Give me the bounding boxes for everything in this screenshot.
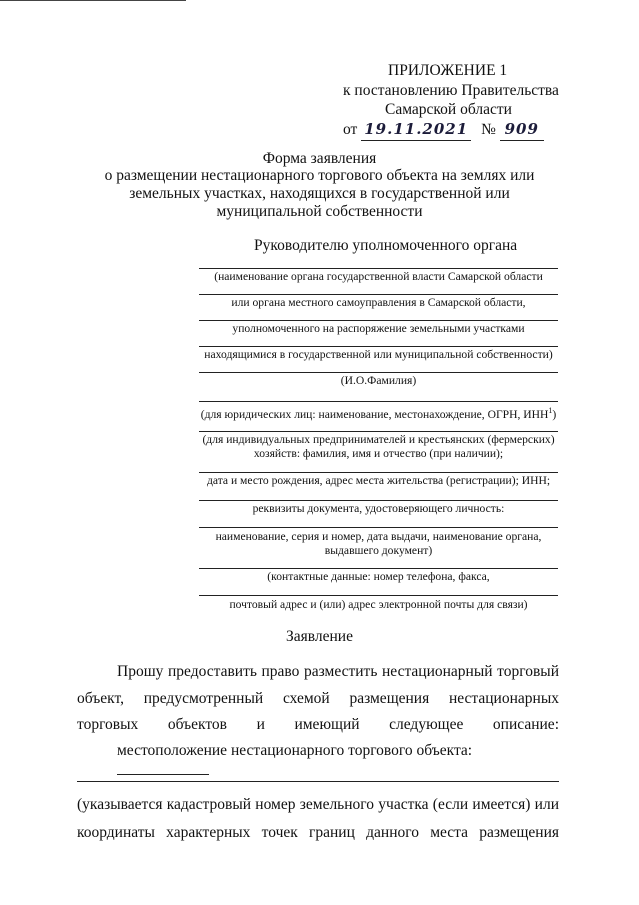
fill-line-birth [199, 472, 558, 473]
fill-line-entrepreneur [199, 431, 558, 432]
caption-authority-2: или органа местного самоуправления в Самарской области, [231, 296, 526, 309]
caption-document-details-1: наименование, серия и номер, дата выдачи, наименование органа, [215, 530, 542, 543]
caption-entrepreneur-2: хозяйств: фамилия, имя и отчество (при наличии); [253, 447, 504, 460]
application-heading: Заявление [286, 628, 353, 645]
date-prefix: от [343, 121, 358, 138]
top-edge-rule [0, 0, 186, 1]
caption-authority-3: уполномоченного на распоряжение земельными участками [232, 322, 525, 335]
location-fill-line [117, 774, 209, 775]
fill-line-email [199, 595, 558, 596]
caption-authority-1: (наименование органа государственной власти Самарской области [214, 270, 543, 283]
body-line-6: координаты характерных точек границ данного места размещения [77, 824, 559, 841]
fill-line-authority-3 [199, 320, 558, 321]
caption-document-details-2: выдавшего документ) [324, 544, 433, 557]
fill-line-authority-4 [199, 346, 558, 347]
caption-authority-4: находящимися в государственной или муниципальной собственности) [204, 348, 553, 361]
body-line-4 [117, 741, 559, 781]
handwritten-date: 19.11.2021 [361, 119, 471, 141]
handwritten-number: 909 [500, 119, 544, 141]
fill-line-name [199, 372, 558, 373]
form-subtitle-line-1: о размещении нестационарного торгового объекта на землях или [104, 167, 535, 184]
caption-contacts-2: почтовый адрес и (или) адрес электронной почты для связи) [229, 598, 528, 611]
footnote-mark: 1 [548, 406, 553, 415]
fill-line-document-details [199, 527, 558, 528]
body-line-2: объект, предусмотренный схемой размещения нестационарных [77, 690, 559, 707]
fill-line-authority-2 [199, 294, 558, 295]
caption-entrepreneur-1: (для индивидуальных предпринимателей и крестьянских (фермерских) [202, 433, 555, 446]
form-subtitle-line-3: муниципальной собственности [216, 203, 423, 220]
body-line-1: Прошу предоставить право разместить нестационарный торговый [117, 663, 559, 680]
caption-document: реквизиты документа, удостоверяющего личность: [252, 502, 505, 515]
location-label: местоположение нестационарного торгового объекта: [117, 742, 473, 759]
form-title: Форма заявления [262, 150, 377, 167]
appendix-label: ПРИЛОЖЕНИЕ 1 [388, 62, 508, 79]
caption-contacts-1: (контактные данные: номер телефона, факса, [267, 570, 490, 583]
fill-line-contacts [199, 568, 558, 569]
location-fill-line-2 [77, 781, 559, 782]
body-line-5: (указывается кадастровый номер земельного участка (если имеется) или [77, 796, 559, 813]
body-line-3: торговых объектов и имеющий следующее описание: [77, 716, 559, 733]
form-subtitle-line-2: земельных участках, находящихся в государственной или [129, 185, 510, 202]
addressee: Руководителю уполномоченного органа [254, 237, 518, 254]
number-sign: № [481, 121, 496, 138]
fill-line-authority [199, 268, 558, 269]
fill-line-legal-entity [199, 401, 558, 402]
caption-name: (И.О.Фамилия) [340, 374, 417, 387]
caption-legal-entity: (для юридических лиц: наименование, местонахождение, ОГРН, ИНН$^1$) [200, 406, 557, 421]
fill-line-document [199, 500, 558, 501]
region-name: Самарской области [385, 101, 512, 118]
decree-date-line [343, 119, 544, 141]
decree-reference: к постановлению Правительства [343, 82, 559, 99]
caption-birth: дата и место рождения, адрес места жительства (регистрации); ИНН; [206, 474, 551, 487]
